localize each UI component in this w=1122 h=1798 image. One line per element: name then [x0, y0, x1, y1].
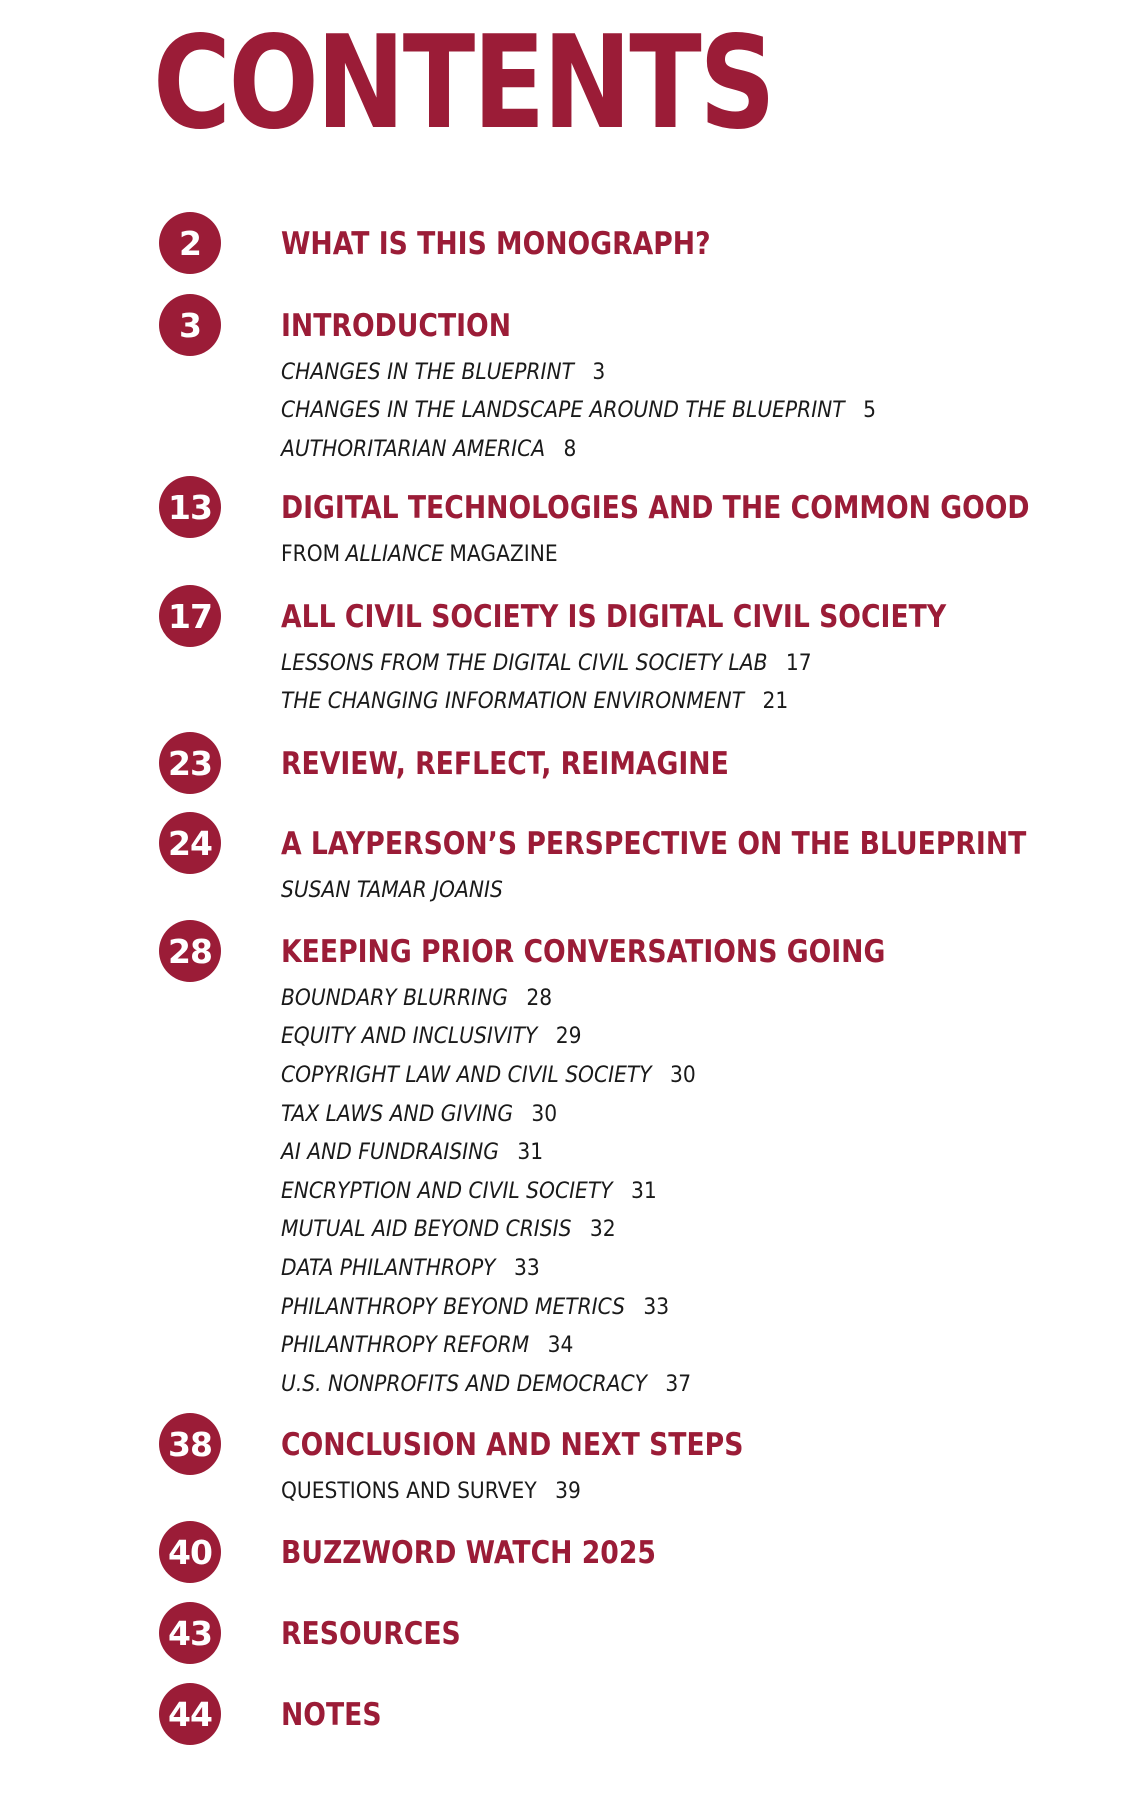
subsection-list	[281, 353, 928, 469]
subsection-item[interactable]	[281, 644, 812, 683]
subsection-item[interactable]	[281, 392, 876, 431]
subsection-item[interactable]	[281, 1172, 696, 1211]
subsection-title: AUTHORITARIAN AMERICA	[281, 436, 546, 462]
subsection-list	[281, 535, 582, 574]
subsection-item[interactable]	[281, 1056, 696, 1095]
subsection-item[interactable]	[281, 353, 876, 392]
page-badge: 38	[159, 1413, 221, 1475]
subsection-title: PHILANTHROPY REFORM	[281, 1333, 530, 1359]
subsection-list	[281, 1472, 607, 1511]
subsection-title: THE CHANGING INFORMATION ENVIRONMENT	[281, 689, 745, 715]
subsection-item[interactable]	[281, 1326, 696, 1365]
section-heading[interactable]: CONCLUSION AND NEXT STEPS	[281, 1427, 744, 1463]
subsection-title: AI AND FUNDRAISING	[281, 1140, 499, 1166]
subsection-item[interactable]	[281, 1133, 696, 1172]
page-badge: 40	[159, 1521, 221, 1583]
subsection-page: 31	[517, 1140, 544, 1166]
section-heading[interactable]: KEEPING PRIOR CONVERSATIONS GOING	[281, 934, 886, 970]
subsection-page: 30	[670, 1062, 696, 1088]
note-suffix: MAGAZINE	[449, 541, 558, 567]
subsection-item[interactable]	[281, 1249, 696, 1288]
subsection-author: SUSAN TAMAR JOANIS	[281, 877, 503, 903]
subsection-page: 31	[630, 1178, 657, 1204]
subsection-page: 21	[762, 689, 789, 715]
page-badge: 3	[159, 294, 221, 356]
section-heading[interactable]: WHAT IS THIS MONOGRAPH?	[281, 226, 711, 262]
section-heading[interactable]: BUZZWORD WATCH 2025	[281, 1535, 656, 1571]
page-title: CONTENTS	[153, 9, 774, 158]
subsection-page: 30	[531, 1101, 558, 1127]
section-heading[interactable]: RESOURCES	[281, 1616, 461, 1652]
subsection-page: 5	[863, 398, 876, 424]
source-note	[281, 535, 558, 574]
subsection-title: CHANGES IN THE BLUEPRINT	[281, 359, 574, 385]
subsection-page: 34	[547, 1333, 574, 1359]
page-badge: 24	[159, 812, 221, 874]
page-badge: 13	[159, 476, 221, 538]
subsection-item[interactable]	[281, 1018, 696, 1057]
subsection-page: 37	[665, 1371, 692, 1397]
subsection-item[interactable]	[281, 979, 696, 1018]
page-badge: 43	[159, 1602, 221, 1664]
page-badge: 28	[159, 920, 221, 982]
subsection-page: 33	[643, 1294, 670, 1320]
section-heading[interactable]: A LAYPERSON’S PERSPECTIVE ON THE BLUEPRINT	[281, 826, 1027, 862]
subsection-item[interactable]	[281, 683, 812, 722]
note-prefix: FROM	[281, 541, 341, 567]
page-badge: 17	[159, 585, 221, 647]
subsection-page: 39	[555, 1478, 581, 1504]
subsection-title: PHILANTHROPY BEYOND METRICS	[281, 1294, 626, 1320]
subsection-page: 28	[526, 985, 553, 1011]
subsection-title: QUESTIONS AND SURVEY	[281, 1478, 537, 1504]
subsection-item[interactable]	[281, 1472, 581, 1511]
section-heading[interactable]: REVIEW, REFLECT, REIMAGINE	[281, 746, 729, 782]
section-heading[interactable]: NOTES	[281, 1697, 382, 1733]
subsection-item[interactable]	[281, 1288, 696, 1327]
note-publication: ALLIANCE	[345, 541, 444, 567]
subsection-title: ENCRYPTION AND CIVIL SOCIETY	[281, 1178, 613, 1204]
subsection-page: 3	[592, 359, 606, 385]
page-badge: 2	[159, 212, 221, 274]
subsection-title: BOUNDARY BLURRING	[281, 985, 508, 1011]
section-heading[interactable]: ALL CIVIL SOCIETY IS DIGITAL CIVIL SOCIETY	[281, 599, 947, 635]
subsection-title: MUTUAL AID BEYOND CRISIS	[281, 1217, 572, 1243]
subsection-title: CHANGES IN THE LANDSCAPE AROUND THE BLUEPRINT	[281, 398, 845, 424]
subsection-title: LESSONS FROM THE DIGITAL CIVIL SOCIETY LAB	[281, 650, 768, 676]
subsection-page: 33	[513, 1255, 540, 1281]
subsection-item[interactable]	[281, 1211, 696, 1250]
subsection-item[interactable]	[281, 871, 503, 910]
subsection-title: TAX LAWS AND GIVING	[281, 1101, 514, 1127]
subsection-title: COPYRIGHT LAW AND CIVIL SOCIETY	[281, 1062, 652, 1088]
subsection-item[interactable]	[281, 1095, 696, 1134]
subsection-page: 17	[785, 650, 812, 676]
page-badge: 44	[159, 1683, 221, 1745]
subsection-title: EQUITY AND INCLUSIVITY	[281, 1024, 538, 1050]
subsection-list	[281, 979, 732, 1404]
page-badge: 23	[159, 732, 221, 794]
subsection-page: 32	[589, 1217, 616, 1243]
subsection-title: DATA PHILANTHROPY	[281, 1255, 496, 1281]
subsection-title: U.S. NONPROFITS AND DEMOCRACY	[281, 1371, 647, 1397]
subsection-page: 29	[555, 1024, 582, 1050]
subsection-item[interactable]	[281, 1365, 696, 1404]
subsection-page: 8	[563, 436, 577, 462]
section-heading[interactable]: DIGITAL TECHNOLOGIES AND THE COMMON GOOD	[281, 490, 1030, 526]
subsection-item[interactable]	[281, 430, 876, 469]
section-heading[interactable]: INTRODUCTION	[281, 308, 512, 344]
subsection-list	[281, 644, 858, 721]
subsection-list	[281, 871, 522, 910]
